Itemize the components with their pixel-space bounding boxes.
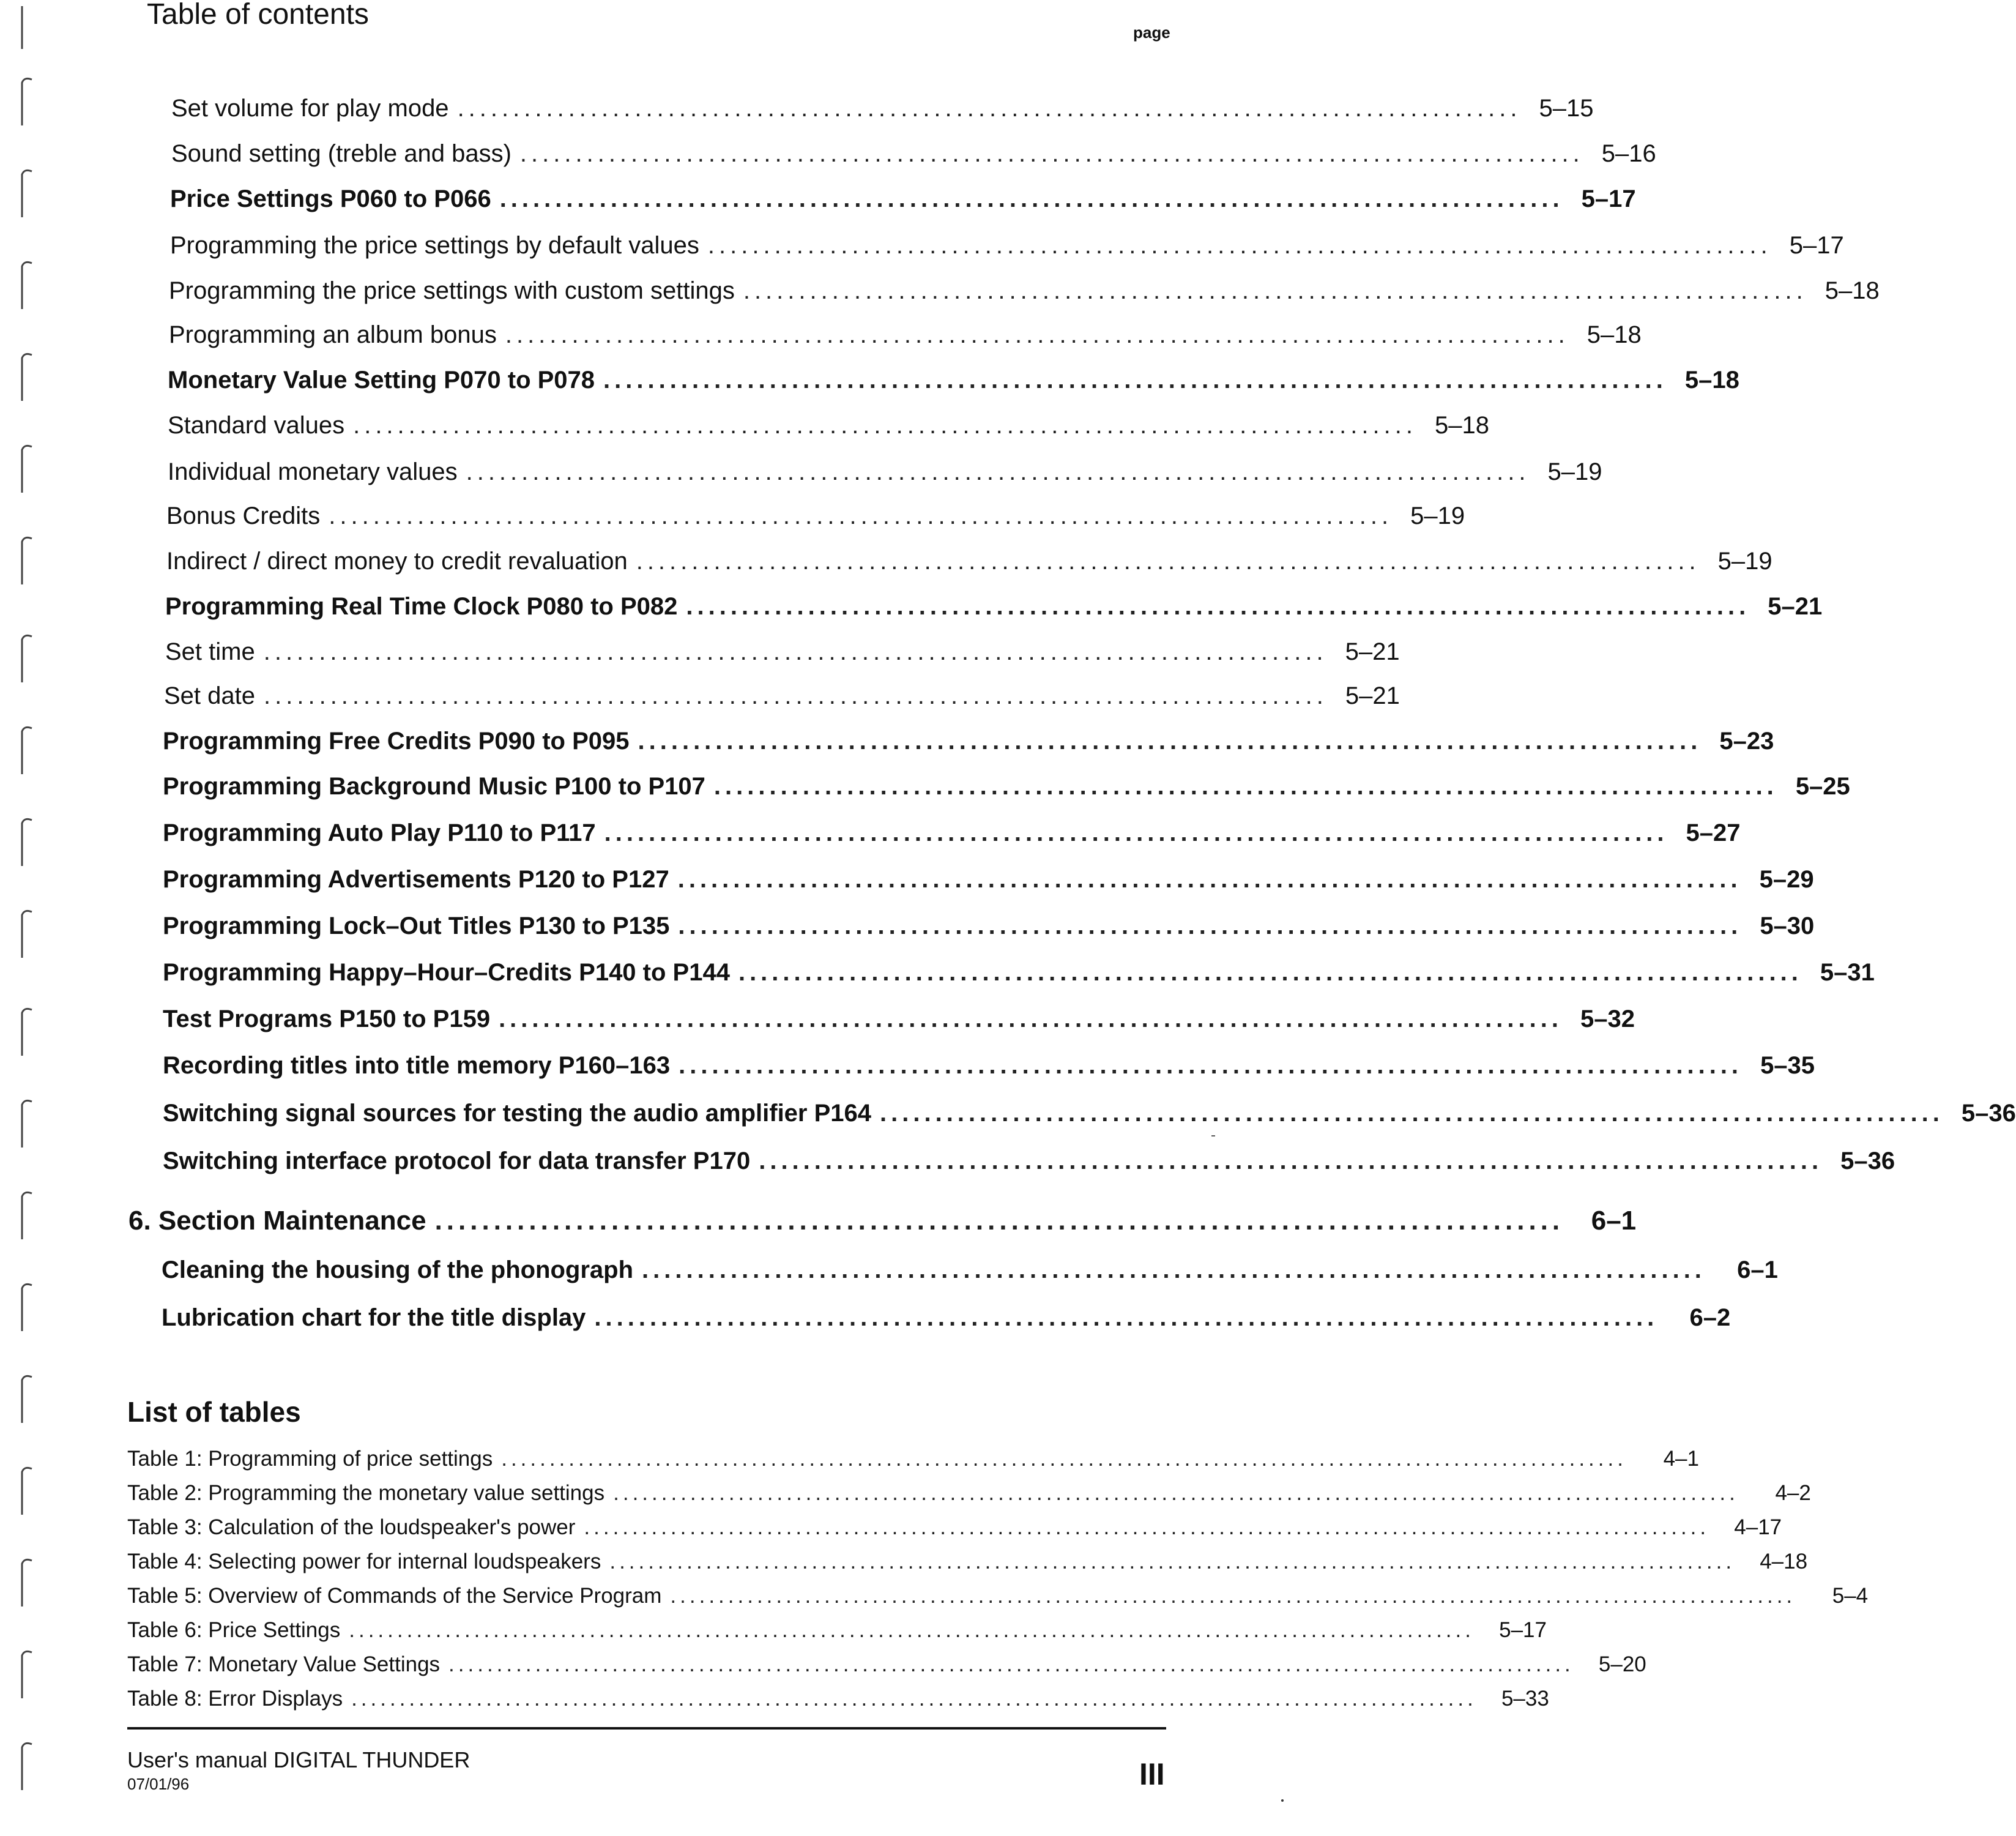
dot-leader: ................................................................................................ [642,1256,1706,1283]
toc-entry[interactable] [171,138,1656,169]
toc-entry-label: Cleaning the housing of the phonograph [162,1256,634,1283]
page-column-label: page [1133,23,1170,42]
table-list-label: Table 6: Price Settings [127,1618,341,1642]
toc-entry-page: 5–18 [1684,367,1739,394]
toc-entry[interactable] [169,275,1880,306]
toc-entry-label: Recording titles into title memory P160–163 [163,1052,671,1079]
toc-entry[interactable] [163,771,1850,802]
toc-entry-page: 5–36 [1961,1100,2016,1127]
dot-leader: ................................................................................................ [519,140,1584,167]
table-list-item[interactable] [127,1583,1869,1610]
dot-leader: ................................................................................................ [679,1052,1743,1079]
dot-leader: ..................................................................................................................... [501,1447,1627,1471]
binding-ring-icon [18,1646,37,1701]
binding-ring-icon [18,257,37,312]
toc-entry[interactable] [163,1004,1635,1034]
toc-entry-label: Sound setting (treble and bass) [171,140,511,167]
toc-entry-page: 5–18 [1824,277,1880,304]
dot-leader: ................................................................................................ [713,773,1778,800]
dot-leader: ................................................................................................ [686,593,1750,620]
table-list-label: Table 5: Overview of Commands of the Service Program [127,1584,662,1608]
toc-entry-label: Lubrication chart for the title display [162,1304,586,1331]
page-title: Table of contents [147,0,369,31]
toc-entry-page: 5–27 [1686,819,1741,846]
table-list-item[interactable] [127,1617,1547,1644]
toc-entry-label: Set volume for play mode [171,95,449,122]
footer-date: 07/01/96 [127,1775,190,1793]
table-list-page: 5–4 [1832,1584,1869,1608]
dot-leader: ..................................................................................................................... [613,1481,1739,1505]
footer-manual-title: User's manual DIGITAL THUNDER [127,1747,471,1772]
table-list-page: 5–20 [1598,1652,1646,1676]
toc-entry[interactable] [169,319,1642,350]
binding-ring-icon [18,1554,37,1610]
toc-entry[interactable] [163,911,1815,941]
table-list-label: Table 1: Programming of price settings [127,1447,493,1471]
toc-entry-label: Programming Real Time Clock P080 to P082 [165,593,678,620]
toc-entry-label: Programming Auto Play P110 to P117 [163,819,596,846]
table-list-page: 5–33 [1501,1687,1549,1711]
toc-entry[interactable] [164,681,1400,711]
binding-ring-icon [18,1371,37,1426]
toc-entry[interactable] [166,501,1465,531]
table-list-label: Table 8: Error Displays [127,1687,343,1711]
dot-leader: ................................................................................................ [707,232,1772,259]
table-list-item[interactable] [127,1514,1782,1541]
toc-entry-label: Switching interface protocol for data transfer P170 [163,1148,751,1174]
toc-entry-page: 5–23 [1719,728,1774,755]
toc-entry-page: 5–18 [1434,412,1489,439]
dot-leader: ................................................................................................ [505,321,1569,348]
dot-leader: ................................................................................................ [604,819,1668,846]
toc-entry-page: 5–29 [1759,866,1814,893]
toc-entry-label: Programming Lock–Out Titles P130 to P135 [163,912,670,939]
table-list-item[interactable] [127,1446,1699,1472]
toc-entry-page: 6–2 [1689,1304,1731,1331]
dot-leader: ................................................................................................ [263,638,1328,665]
dot-leader: ................................................................................................ [738,959,1802,986]
toc-entry-label: Set time [165,638,255,665]
toc-entry-page: 5–31 [1820,959,1875,986]
toc-entry-label: Standard values [168,412,345,439]
dot-leader: ................................................................................................ [264,682,1328,709]
dot-leader: ..................................................................................................................... [448,1652,1574,1676]
binding-ring-icon [18,722,37,777]
toc-entry-label: Indirect / direct money to credit revaluation [166,548,628,575]
toc-entry-label: Programming the price settings by default values [170,232,699,259]
dot-leader: ................................................................................................ [603,367,1667,394]
binding-ring-icon [18,1004,37,1059]
toc-entry-page: 5–32 [1580,1006,1635,1032]
toc-entry-page: 5–19 [1547,458,1602,485]
dot-leader: ................................................................................................ [353,412,1417,439]
toc-entry-page: 5–19 [1410,502,1465,529]
dot-leader: ..................................................................................................................... [584,1515,1710,1539]
toc-entry[interactable] [168,410,1489,441]
binding-ring-icon [18,73,37,129]
toc-entry-label: Bonus Credits [166,502,321,529]
binding-holes [15,0,39,1836]
toc-entry-page: 5–21 [1768,593,1823,620]
footer-page-number: III [1139,1757,1165,1791]
toc-entry[interactable] [165,591,1823,622]
toc-entry-label: Individual monetary values [168,458,458,485]
binding-ring-icon [18,441,37,496]
table-list-label: Table 7: Monetary Value Settings [127,1652,441,1676]
toc-entry-page: 5–19 [1717,548,1772,575]
toc-entry[interactable] [166,546,1772,577]
toc-entry[interactable] [168,457,1602,487]
toc-section-entry[interactable] [128,1206,1637,1236]
dot-leader: ................................................................................................ [759,1148,1823,1174]
binding-ring-icon [18,1187,37,1242]
dot-leader: ................................................................................................ [457,95,1522,122]
table-list-label: Table 3: Calculation of the loudspeaker's power [127,1515,576,1539]
dot-leader: ..................................................................................................................... [351,1687,1477,1711]
dot-leader: ................................................................................................ [466,458,1530,485]
binding-ring-icon [18,532,37,588]
toc-entry-label: 6. Section Maintenance [128,1206,426,1236]
binding-ring-icon [18,349,37,404]
toc-entry-label: Programming Happy–Hour–Credits P140 to P144 [163,959,730,986]
toc-entry[interactable] [170,230,1844,261]
dot-leader: ................................................................................................ [880,1100,1944,1127]
scan-speck [1281,1799,1284,1802]
toc-entry-label: Programming the price settings with custom settings [169,277,735,304]
list-of-tables-heading: List of tables [127,1396,301,1428]
dot-leader: ................................................................................................ [434,1206,1564,1236]
table-list-page: 4–17 [1734,1515,1782,1539]
table-list-item[interactable] [127,1651,1646,1678]
toc-entry-label: Price Settings P060 to P066 [170,185,491,212]
toc-entry-label: Programming an album bonus [169,321,497,348]
toc-entry-page: 5–25 [1795,773,1850,800]
dot-leader: ................................................................................................ [677,866,1742,893]
toc-entry[interactable] [165,636,1400,667]
binding-ring-icon [18,1463,37,1518]
dot-leader: ..................................................................................................................... [609,1550,1736,1573]
toc-entry[interactable] [163,1050,1815,1081]
toc-entry[interactable] [162,1302,1731,1333]
toc-entry-page: 6–1 [1591,1206,1637,1236]
toc-entry-label: Programming Background Music P100 to P107 [163,773,705,800]
table-list-page: 5–17 [1499,1618,1547,1642]
scan-mark [1211,1135,1215,1136]
dot-leader: ................................................................................................ [638,728,1702,755]
toc-entry-page: 5–18 [1586,321,1642,348]
table-list-page: 4–1 [1663,1447,1699,1471]
toc-entry[interactable] [168,365,1739,395]
binding-ring-icon [18,1095,37,1151]
dot-leader: ................................................................................................ [743,277,1807,304]
dot-leader: ................................................................................................ [636,548,1700,575]
toc-entry[interactable] [163,1098,2016,1129]
toc-entry-label: Switching signal sources for testing the audio amplifier P164 [163,1100,872,1127]
binding-ring-icon [18,0,37,55]
toc-entry-page: 5–16 [1601,140,1656,167]
toc-entry[interactable] [162,1255,1778,1285]
binding-ring-icon [18,1279,37,1334]
toc-entry-page: 5–21 [1345,638,1400,665]
toc-entry[interactable] [170,184,1636,214]
toc-entry[interactable] [163,818,1741,848]
toc-entry[interactable] [163,864,1814,895]
footer-rule [127,1727,1166,1730]
table-list-label: Table 2: Programming the monetary value settings [127,1481,605,1505]
toc-entry[interactable] [171,93,1594,124]
table-list-page: 4–18 [1760,1550,1808,1573]
dot-leader: ................................................................................................ [499,1006,1563,1032]
toc-entry[interactable] [163,726,1774,756]
toc-entry-page: 5–17 [1789,232,1844,259]
dot-leader: ................................................................................................ [329,502,1393,529]
toc-entry-page: 5–36 [1840,1148,1895,1174]
binding-ring-icon [18,630,37,685]
toc-entry-label: Programming Free Credits P090 to P095 [163,728,630,755]
toc-entry-label: Test Programs P150 to P159 [163,1006,491,1032]
toc-entry-label: Monetary Value Setting P070 to P078 [168,367,595,394]
toc-entry-page: 5–30 [1760,912,1815,939]
binding-ring-icon [18,814,37,869]
table-list-item[interactable] [127,1685,1549,1712]
toc-entry-page: 5–35 [1760,1052,1815,1079]
toc-entry-page: 5–15 [1539,95,1594,122]
toc-entry[interactable] [163,1146,1895,1176]
toc-entry[interactable] [163,957,1875,988]
table-list-item[interactable] [127,1480,1811,1507]
table-list-item[interactable] [127,1548,1808,1575]
toc-entry-page: 5–21 [1345,682,1400,709]
dot-leader: ..................................................................................................................... [670,1584,1796,1608]
toc-entry-page: 5–17 [1581,185,1636,212]
binding-ring-icon [18,165,37,220]
dot-leader: ................................................................................................ [678,912,1743,939]
table-list-page: 4–2 [1775,1481,1811,1505]
toc-entry-page: 6–1 [1737,1256,1778,1283]
dot-leader: ................................................................................................ [594,1304,1659,1331]
toc-entry-label: Programming Advertisements P120 to P127 [163,866,669,893]
toc-entry-label: Set date [164,682,256,709]
dot-leader: ................................................................................................ [499,185,1564,212]
binding-ring-icon [18,906,37,961]
dot-leader: ..................................................................................................................... [349,1618,1475,1642]
binding-ring-icon [18,1738,37,1793]
table-list-label: Table 4: Selecting power for internal loudspeakers [127,1550,601,1573]
